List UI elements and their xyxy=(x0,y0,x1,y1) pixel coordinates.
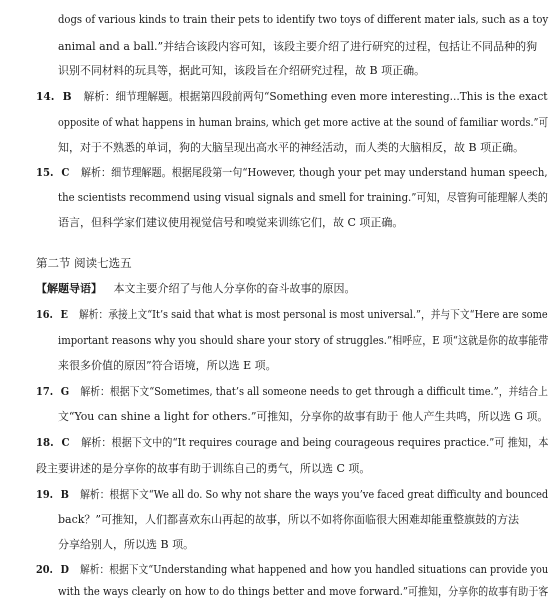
item-number: 20. xyxy=(36,563,53,576)
line-text: 解析：细节理解题。根据尾段第一句“However, though your pet may understand human speech, xyxy=(80,166,548,179)
text-line xyxy=(58,141,524,155)
line-text: with the ways clearly on how to do things better and move forward.”可推知，分享你的故事有助于客 xyxy=(58,585,549,598)
line-text: 解析：根据下文“Sometimes, that’s all someone needs to get through a difficult time.”，并结合上 xyxy=(80,385,548,398)
line-text: 分享给别人，所以选 B 项。 xyxy=(58,538,195,551)
line-text: 段主要讲述的是分享你的故事有助于训练自己的勇气，所以选 C 项。 xyxy=(36,462,371,475)
text-line xyxy=(58,538,194,552)
answer-item-20 xyxy=(36,563,548,577)
line-text: 识别不同材料的玩具等，据此可知，该段旨在介绍研究过程，故 B 项正确。 xyxy=(58,64,426,77)
line-text: dogs of various kinds to train their pets to identify two toys of different mater ials, such as a toy xyxy=(58,13,549,26)
line-text: animal and a ball.”并结合该段内容可知，该段主要介绍了进行研究的过程，包括让不同品种的狗 xyxy=(58,40,538,53)
item-number: 14. xyxy=(36,90,55,103)
intro-label: 【解题导语】 xyxy=(36,282,102,295)
text-line xyxy=(58,585,548,599)
line-text: 语言，但科学家们建议使用视觉信号和嗅觉来训练它们，故 C 项正确。 xyxy=(58,216,404,229)
passage-intro xyxy=(36,282,356,296)
line-text: 解析：根据下文“Understanding what happened and how you handled situations can provide you xyxy=(80,563,549,576)
line-text: opposite of what happens in human brains, which get more active at the sound of familiar words.”可 xyxy=(58,116,549,129)
text-line xyxy=(36,462,370,476)
line-text: the scientists recommend using visual signals and smell for training.”可知，尽管狗可能理解人类的 xyxy=(58,191,548,204)
line-text: 来很多价值的原因”符合语境，所以选 E 项。 xyxy=(58,359,277,372)
answer-item-16 xyxy=(36,308,548,322)
line-text: 解析：根据下文中的“It requires courage and being courageous requires practice.”可 推知，本 xyxy=(81,436,549,449)
text-line xyxy=(58,359,277,373)
item-number: 18. xyxy=(36,436,54,449)
item-number: 19. xyxy=(36,488,54,501)
answer-letter: C xyxy=(61,166,70,179)
section-heading xyxy=(36,256,132,270)
answer-item-14 xyxy=(36,90,548,104)
answer-item-15 xyxy=(36,166,548,180)
answer-letter: C xyxy=(61,436,70,449)
item-number: 16. xyxy=(36,308,53,321)
line-text: important reasons why you should share your story of struggles.”相呼应，E 项“这就是你的故事能带 xyxy=(58,334,549,347)
item-number: 17. xyxy=(36,385,54,398)
answer-letter: E xyxy=(60,308,68,321)
line-text: 解析：细节理解题。根据第四段前两句“Something even more interesting...This is the exact xyxy=(83,90,548,103)
answer-item-18 xyxy=(36,436,548,450)
text-line xyxy=(58,116,548,130)
text-line xyxy=(58,513,519,527)
text-line xyxy=(58,410,548,424)
text-line xyxy=(58,191,548,205)
line-text: back？”可推知，人们都喜欢东山再起的故事，所以不如将你面临很大困难却能重整旗鼓的方法 xyxy=(58,513,520,526)
text-line xyxy=(58,334,548,348)
answer-item-17 xyxy=(36,385,548,399)
line-text: 解析：根据下文“We all do. So why not share the ways you’ve faced great difficulty and bounced xyxy=(80,488,549,501)
line-text: 本文主要介绍了与他人分享你的奋斗故事的原因。 xyxy=(113,282,356,295)
answer-letter: D xyxy=(60,563,69,576)
text-line xyxy=(58,13,548,27)
heading-text: 第二节 阅读七选五 xyxy=(36,256,132,270)
answer-letter: B xyxy=(62,90,72,103)
text-line xyxy=(58,216,403,230)
line-text: 知，对于不熟悉的单词，狗的大脑呈现出高水平的神经活动，而人类的大脑相反，故 B 项正确。 xyxy=(58,141,525,154)
line-text: 文“You can shine a light for others.”可推知，分享你的故事有助于 他人产生共鸣，所以选 G 项。 xyxy=(58,410,549,423)
text-line xyxy=(58,64,425,78)
item-number: 15. xyxy=(36,166,54,179)
answer-letter: G xyxy=(60,385,70,398)
line-text: 解析：承接上文“It’s said that what is most personal is most universal.”，并与下文“Here are some xyxy=(78,308,548,321)
answer-letter: B xyxy=(60,488,69,501)
answer-item-19 xyxy=(36,488,548,502)
text-line xyxy=(58,40,537,54)
